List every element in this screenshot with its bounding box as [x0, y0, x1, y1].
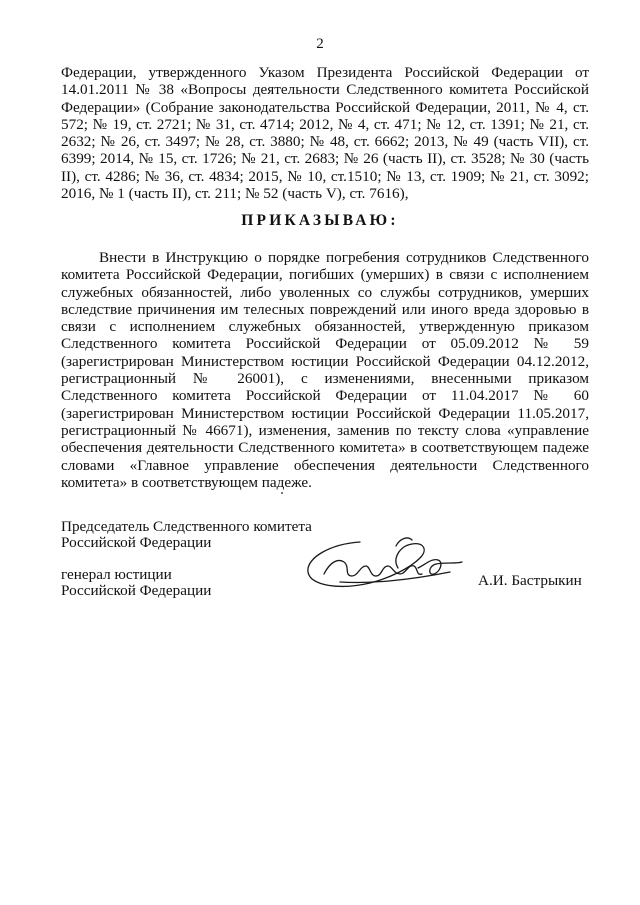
signatory-name: А.И. Бастрыкин: [478, 572, 582, 589]
handwritten-signature: [300, 528, 475, 598]
signatory-title-line-2: Российской Федерации: [61, 534, 212, 551]
signatory-rank: [61, 567, 211, 599]
signatory-title: [61, 519, 312, 551]
signatory-title-line-1: Председатель Следственного комитета: [61, 518, 312, 535]
page-number: 2: [316, 36, 324, 52]
preamble-paragraph: Федерации, утвержденного Указом Президента Российской Федерации от 14.01.2011 № 38 «Вопросы деятельности Следственного комитета Российской Федерации» (Собрание законодательства Российской Федерации, 2011, № 4, ст. 572; № 19, ст. 2721; № 31, ст. 4714; 2012, № 4, ст. 471; № 12, ст. 1391; № 21, ст. 2632; № 26, ст. 3497; № 28, ст. 3880; № 48, ст. 6662; 2013, № 49 (часть VII), ст. 6399; 2014, № 15, ст. 1726; № 21, ст. 2683; № 26 (часть II), ст. 3528; № 30 (часть II), ст. 4286; № 36, ст. 4834; 2015, № 10, ст.1510; № 13, ст. 1909; № 21, ст. 3092; 2016, № 1 (часть II), ст. 211; № 52 (часть V), ст. 7616),: [61, 64, 589, 203]
order-paragraph: Внести в Инструкцию о порядке погребения сотрудников Следственного комитета Российской Федерации, погибших (умерших) в связи с исполнением служебных обязанностей, либо уволенных со службы сотрудников, умерших вследствие причинения им телесных повреждений или иного вреда здоровью в связи с исполнением служебных обязанностей, утвержденную приказом Следственного комитета Российской Федерации от 05.09.2012 № 59 (зарегистрирован Министерством юстиции Российской Федерации 04.12.2012, регистрационный № 26001), с изменениями, внесенными приказом Следственного комитета Российской Федерации от 11.04.2017 № 60 (зарегистрирован Министерством юстиции Российской Федерации 11.05.2017, регистрационный № 46671), изменения, заменив по тексту слова «управление обеспечения деятельности Следственного комитета» в соответствующем падеже словами «Главное управление обеспечения деятельности Следственного комитета» в соответствующем падеже.: [61, 249, 589, 491]
scan-speck: [281, 492, 283, 494]
signatory-rank-line-1: генерал юстиции: [61, 566, 172, 583]
signatory-rank-line-2: Российской Федерации: [61, 582, 212, 599]
order-heading: ПРИКАЗЫВАЮ:: [241, 212, 399, 229]
